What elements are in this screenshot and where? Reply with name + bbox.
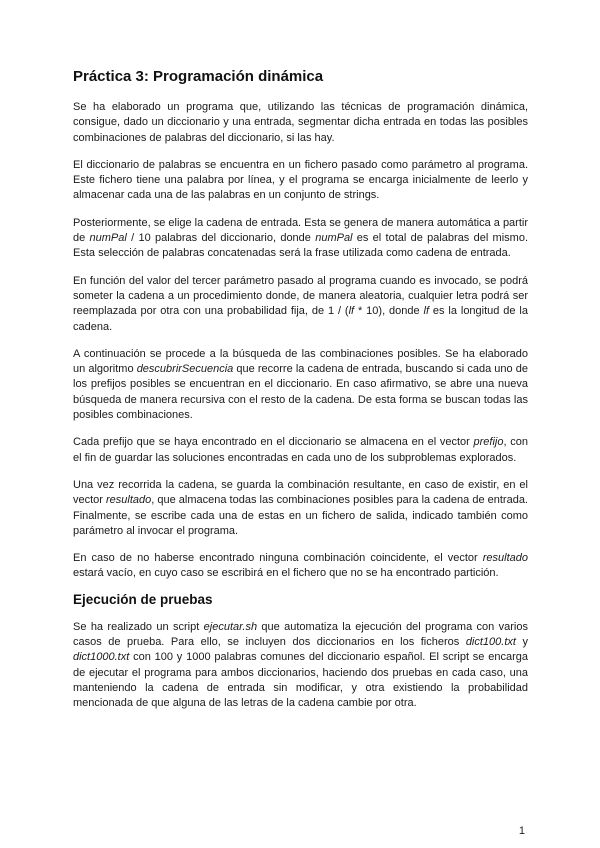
text: con 100 y 1000 palabras comunes del diccionario español. El script se encarga de ejecutar el programa para ambos diccionarios, haciendo dos pruebas en cada caso, una manteniendo la cadena de entrada sin modificar, y otra existiendo la probabilidad mencionada de que alguna de las letras de la cadena cambie por otra.: [73, 651, 528, 710]
text: * 10), donde: [354, 305, 424, 318]
text: Se ha realizado un script: [73, 620, 204, 633]
paragraph-no-result: [73, 551, 528, 582]
text: , con el fin de guardar las soluciones encontradas en cada uno de los subproblemas explorados.: [73, 436, 528, 464]
code-descubrirsecuencia: descubrirSecuencia: [136, 363, 234, 376]
text: Una vez recorrida la cadena, se guarda la combinación resultante, en caso de existir, en el vector: [73, 478, 528, 507]
text: es el total de palabras del mismo. Esta selección de palabras concatenadas será la frase utilizada como cadena de entrada.: [73, 232, 528, 260]
code-dict1000: dict1000.txt: [73, 651, 130, 664]
text: / 10 palabras del diccionario, donde: [126, 232, 316, 245]
page-content: [73, 68, 528, 724]
text: que automatiza la ejecución del programa con varios casos de prueba. Para ello, se incluyen dos diccionarios en los ficheros: [73, 620, 528, 649]
text: estará vacío, en cuyo caso se escribirá en el fichero que no se ha encontrado partición.: [73, 567, 499, 580]
paragraph-mutation: [73, 274, 528, 335]
paragraph-tests: [73, 620, 528, 712]
text: que recorre la cadena de entrada, buscando si cada uno de los prefijos posibles se encuentran en el diccionario. En caso afirmativo, se abre una nueva búsqueda de manera recursiva con el resto de la cadena. De esta forma se buscan todas las posibles combinaciones.: [73, 363, 528, 422]
paragraph-result: [73, 478, 528, 539]
text: es la longitud de la cadena.: [73, 305, 528, 333]
text: , que almacena todas las combinaciones posibles para la cadena de entrada. Finalmente, se escribe cada una de estas en un fichero de salida, indicado también como parámetro al invocar el programa.: [73, 494, 528, 537]
paragraph-prefix: [73, 435, 528, 466]
code-prefijo: prefijo: [473, 436, 504, 449]
code-lf: lf: [423, 305, 430, 318]
text: Cada prefijo que se haya encontrado en el diccionario se almacena en el vector: [73, 436, 474, 449]
page-title: Práctica 3: Programación dinámica: [73, 68, 324, 85]
paragraph-input-string: [73, 216, 528, 262]
code-dict100: dict100.txt: [465, 636, 516, 649]
section-title-tests: Ejecución de pruebas: [73, 591, 213, 607]
text: En función del valor del tercer parámetro pasado al programa cuando es invocado, se podrá someter la cadena a un procedimiento donde, de manera aleatoria, cualquier letra podrá ser reemplazada por otra con una probabilidad fija, de 1 / (: [73, 274, 528, 318]
text: En caso de no haberse encontrado ninguna combinación coincidente, el vector: [73, 552, 483, 565]
code-resultado: resultado: [106, 494, 152, 507]
code-numpal: numPal: [89, 232, 127, 245]
text: A continuación se procede a la búsqueda de las combinaciones posibles. Se ha elaborado un algoritmo: [73, 347, 528, 376]
paragraph-intro: Se ha elaborado un programa que, utilizando las técnicas de programación dinámica, consigue, dado un diccionario y una entrada, segmentar dicha entrada en todas las posibles combinaciones de palabras del diccionario, si las hay.: [73, 101, 528, 144]
code-numpal: numPal: [315, 232, 353, 245]
page-number: 1: [518, 825, 525, 837]
text: y: [515, 636, 528, 649]
paragraph-search: [73, 347, 528, 423]
paragraph-dictionary: El diccionario de palabras se encuentra en un fichero pasado como parámetro al programa. Este fichero tiene una palabra por línea, y el programa se encarga inicialmente de leerlo y almacenar cada una de las palabras en un conjunto de strings.: [73, 158, 528, 202]
code-ejecutar-sh: ejecutar.sh: [203, 620, 258, 633]
code-lf: lf: [348, 305, 355, 318]
code-resultado: resultado: [482, 552, 528, 565]
text: Posteriormente, se elige la cadena de entrada. Esta se genera de manera automática a partir de: [73, 216, 528, 245]
